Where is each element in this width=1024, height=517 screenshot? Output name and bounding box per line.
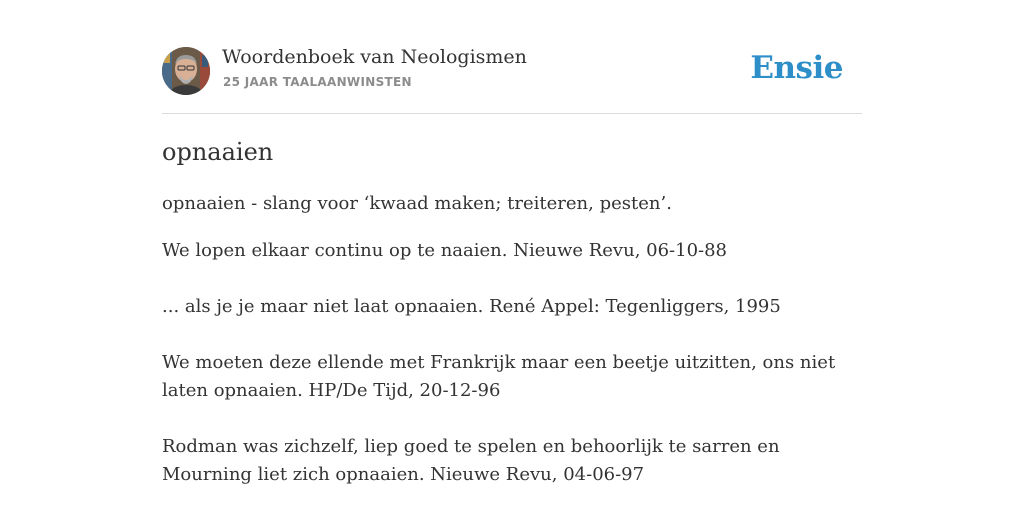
brand-logo[interactable]: Ensie [750, 50, 843, 86]
quote-item: Rodman was zichzelf, liep goed te spelen en behoorlijk te sarren en Mourning liet zich opnaaien. Nieuwe Revu, 04-06-97 [162, 436, 780, 485]
page-container [162, 0, 862, 485]
quote-item: We moeten deze ellende met Frankrijk maar een beetje uitzitten, ons niet laten opnaaien. HP/De Tijd, 20-12-96 [162, 352, 836, 401]
entry-title: opnaaien [162, 138, 274, 166]
entry-definition: opnaaien - slang voor ‘kwaad maken; treiteren, pesten’. [162, 193, 672, 214]
quote-item: ... als je je maar niet laat opnaaien. René Appel: Tegenliggers, 1995 [162, 296, 781, 317]
site-header [162, 0, 862, 114]
entry-content [162, 190, 862, 517]
site-title[interactable]: Woordenboek van Neologismen [222, 46, 527, 68]
author-avatar[interactable] [162, 47, 210, 95]
quote-item: We lopen elkaar continu op te naaien. Nieuwe Revu, 06-10-88 [162, 240, 728, 261]
avatar-portrait-icon [162, 47, 210, 95]
site-subtitle: 25 JAAR TAALAANWINSTEN [223, 75, 412, 89]
